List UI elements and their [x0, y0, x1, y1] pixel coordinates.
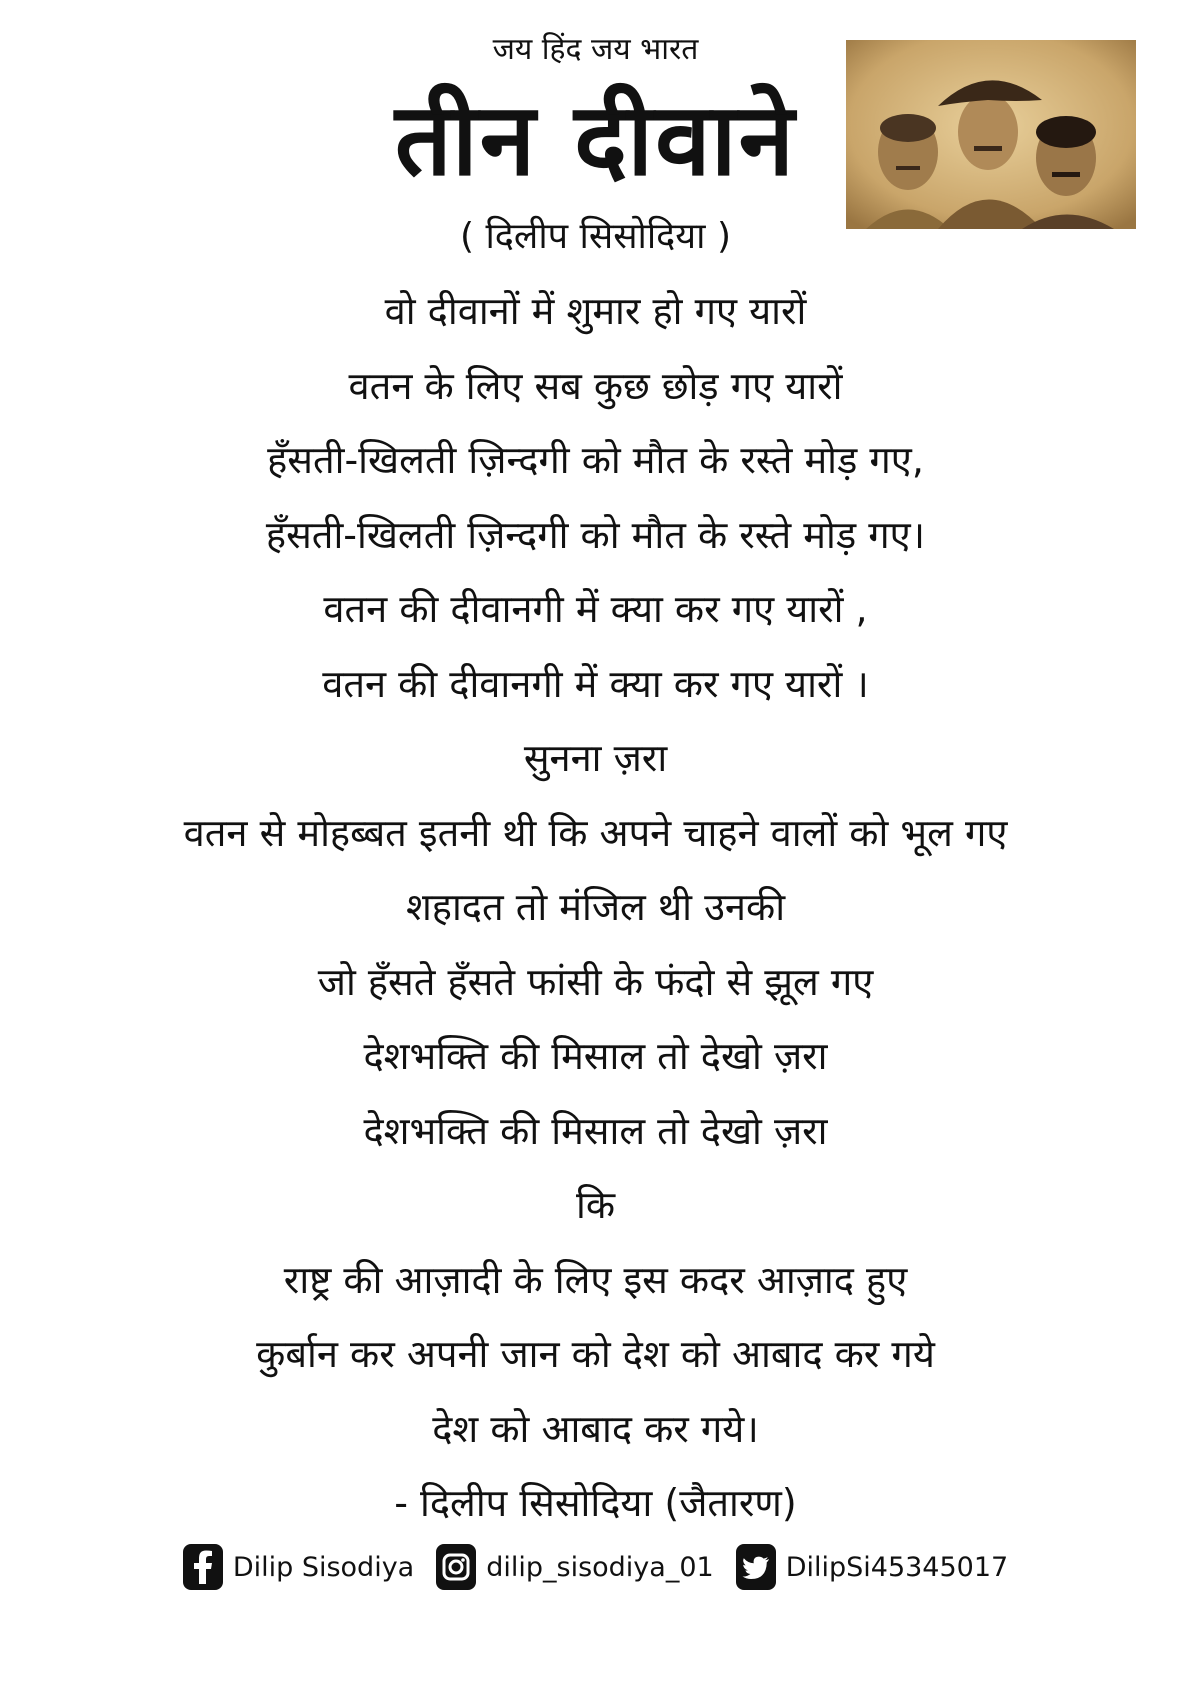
instagram-link[interactable]: [436, 1544, 713, 1590]
poem-line: देशभक्ति की मिसाल तो देखो ज़रा: [363, 1108, 828, 1153]
poem-line: देश को आबाद कर गये।: [432, 1406, 759, 1451]
instagram-handle: dilip_sisodiya_01: [486, 1551, 714, 1583]
poem-line: वतन से मोहब्बत इतनी थी कि अपने चाहने वालों को भूल गए: [183, 810, 1008, 855]
poem-body: [0, 281, 1191, 1548]
facebook-link[interactable]: [183, 1544, 414, 1590]
social-links: [0, 1539, 1191, 1595]
tagline: जय हिंद जय भारत: [492, 32, 699, 67]
freedom-fighters-photo: [846, 40, 1136, 229]
twitter-handle: DilipSi45345017: [785, 1551, 1009, 1583]
twitter-icon: [736, 1544, 776, 1590]
poem-line: वतन की दीवानगी में क्या कर गए यारों ,: [323, 587, 868, 631]
poem-line: सुनना ज़रा: [523, 736, 668, 780]
poem-line: कि: [575, 1183, 616, 1227]
instagram-icon: [436, 1544, 476, 1590]
poem-line: राष्ट्र की आज़ादी के लिए इस कदर आज़ाद हुए: [283, 1257, 908, 1302]
facebook-icon: [183, 1544, 223, 1590]
poem-line: कुर्बान कर अपनी जान को देश को आबाद कर गये: [256, 1332, 935, 1376]
author-byline: ( दिलीप सिसोदिया ): [459, 216, 731, 257]
poem-line: वतन के लिए सब कुछ छोड़ गए यारों: [348, 363, 843, 408]
poem-line: देशभक्ति की मिसाल तो देखो ज़रा: [363, 1034, 828, 1078]
poem-line: वतन की दीवानगी में क्या कर गए यारों ।: [322, 661, 869, 706]
poem-line: वो दीवानों में शुमार हो गए यारों: [384, 289, 807, 333]
poem-title: तीन दीवाने: [394, 81, 797, 198]
twitter-link[interactable]: [736, 1544, 1009, 1590]
poem-line: हँसती-खिलती ज़िन्दगी को मौत के रस्ते मोड़ गए,: [267, 438, 924, 482]
poem-line: जो हँसते हँसते फांसी के फंदो से झूल गए: [317, 959, 874, 1004]
poem-line: शहादत तो मंजिल थी उनकी: [405, 885, 786, 929]
poem-line: हँसती-खिलती ज़िन्दगी को मौत के रस्ते मोड़ गए।: [265, 512, 926, 557]
facebook-handle: Dilip Sisodiya: [232, 1551, 415, 1583]
poem-signature: - दिलीप सिसोदिया (जैतारण): [394, 1481, 797, 1525]
